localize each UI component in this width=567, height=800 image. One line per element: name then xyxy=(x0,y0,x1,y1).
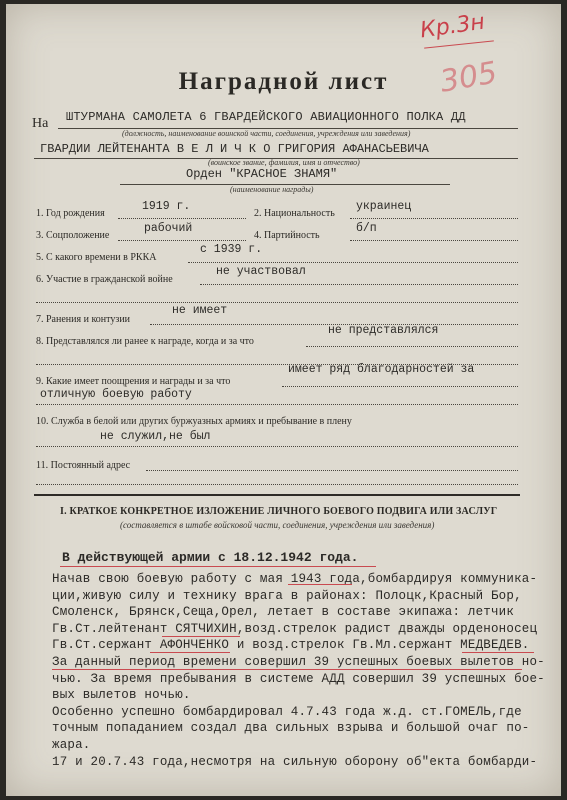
position-caption: (должность, наименование воинской части, соединения, учреждения или заведения) xyxy=(122,129,411,138)
narrative-line: точным попаданием создал два сильных взрыва и большой очаг по- xyxy=(52,721,530,736)
narrative-line: 17 и 20.7.43 года,несмотря на сильную оборону об"екта бомбарди- xyxy=(52,754,538,769)
birth-year-line xyxy=(118,218,246,219)
narrative-line: вых вылетов ночью. xyxy=(52,688,191,703)
mark-sorties xyxy=(52,669,522,670)
encouragements-line-2 xyxy=(36,404,518,405)
encouragements-value-2: отличную боевую работу xyxy=(40,388,192,401)
social-value: рабочий xyxy=(144,222,193,235)
narrative-line: Гв.Ст.лейтенант СЯТЧИХИН,возд.стрелок радист дважды орденоносец xyxy=(52,621,538,636)
handwritten-corner-mark: Кр.3н xyxy=(418,9,487,44)
lead-underline xyxy=(60,566,376,567)
party-value: б/п xyxy=(356,222,377,235)
civil-war-label: 6. Участие в гражданской войне xyxy=(36,274,173,285)
address-label: 11. Постоянный адрес xyxy=(36,460,131,471)
narrative-line: жара. xyxy=(52,738,91,752)
prior-award-line xyxy=(306,346,518,347)
narrative-line: Особенно успешно бомбардировал 4.7.43 года ж.д. ст.ГОМЕЛЬ,где xyxy=(52,704,522,719)
handwritten-number: 305 xyxy=(437,55,500,100)
mark-name-3 xyxy=(462,652,534,653)
nationality-label: 2. Национальность xyxy=(254,208,335,219)
address-line xyxy=(146,470,518,471)
name-value: ГВАРДИИ ЛЕЙТЕНАНТА В Е Л И Ч К О ГРИГОРИЯ АФАНАСЬЕВИЧА xyxy=(40,142,429,156)
social-label: 3. Соцположение xyxy=(36,230,110,241)
position-value: ШТУРМАНА САМОЛЕТА 6 ГВАРДЕЙСКОГО АВИАЦИОННОГО ПОЛКА ДД xyxy=(66,110,466,124)
address-line-2 xyxy=(36,484,518,485)
narrative-line: ции,живую силу и технику врага в районах: Полоцк,Красный Бор, xyxy=(52,588,522,603)
nationality-line xyxy=(350,218,518,219)
narrative-line: чью. За время пребывания в системе АДД совершил 39 успешных бое- xyxy=(52,671,545,686)
nationality-value: украинец xyxy=(356,200,412,213)
wounds-label: 7. Ранения и контузии xyxy=(36,314,131,325)
encouragements-label: 9. Какие имеет поощрения и награды и за что xyxy=(36,376,231,387)
civil-war-line xyxy=(200,284,518,285)
wounds-value: не имеет xyxy=(172,304,228,317)
narrative-line: За данный период времени совершил 39 успешных боевых вылетов но- xyxy=(52,655,545,669)
prior-award-value: не представлялся xyxy=(328,324,439,337)
civil-war-value: не участвовал xyxy=(216,265,306,278)
social-line xyxy=(118,240,246,241)
na-label: На xyxy=(32,116,49,131)
award-value: Орден "КРАСНОЕ ЗНАМЯ" xyxy=(186,167,338,181)
mark-begin xyxy=(288,584,352,585)
white-army-line xyxy=(36,446,518,447)
mark-name-2 xyxy=(150,652,230,653)
section-divider xyxy=(34,494,520,496)
rkka-label: 5. С какого времени в РККА xyxy=(36,252,157,263)
encouragements-value-1: имеет ряд благодарностей за xyxy=(288,363,475,376)
party-line xyxy=(350,240,518,241)
white-army-label: 10. Служба в белой или других буржуазных армиях и пребывание в плену xyxy=(36,416,352,427)
section-caption: (составляется в штабе войсковой части, соединения, учреждения или заведения) xyxy=(120,520,435,530)
civil-war-line-2 xyxy=(36,302,518,303)
mark-name-1 xyxy=(162,636,240,637)
prior-award-label: 8. Представлялся ли ранее к награде, когда и за что xyxy=(36,336,254,347)
narrative-lead: В действующей армии с 18.12.1942 года. xyxy=(62,550,359,565)
narrative-line: Смоленск, Брянск,Сеща,Орел, летает в составе экипажа: летчик xyxy=(52,605,515,620)
rkka-line xyxy=(188,262,518,263)
birth-year-value: 1919 г. xyxy=(142,200,191,213)
rkka-value: с 1939 г. xyxy=(200,243,263,256)
party-label: 4. Партийность xyxy=(254,230,320,241)
birth-year-label: 1. Год рождения xyxy=(36,208,105,219)
white-army-value: не служил,не был xyxy=(100,430,211,443)
narrative-line: Гв.Ст.сержант АФОНЧЕНКО и возд.стрелок Гв.Мл.сержант МЕДВЕДЕВ. xyxy=(52,638,530,653)
award-caption: (наименование награды) xyxy=(230,185,314,194)
name-caption: (воинское звание, фамилия, имя и отчество) xyxy=(208,158,360,167)
encouragements-line xyxy=(282,386,518,387)
section-heading: I. КРАТКОЕ КОНКРЕТНОЕ ИЗЛОЖЕНИЕ ЛИЧНОГО БОЕВОГО ПОДВИГА ИЛИ ЗАСЛУГ xyxy=(60,506,498,517)
page-title: Наградной лист xyxy=(178,68,389,95)
narrative-line: Начав свою боевую работу с мая 1943 года,бомбардируя коммуника- xyxy=(52,572,538,586)
